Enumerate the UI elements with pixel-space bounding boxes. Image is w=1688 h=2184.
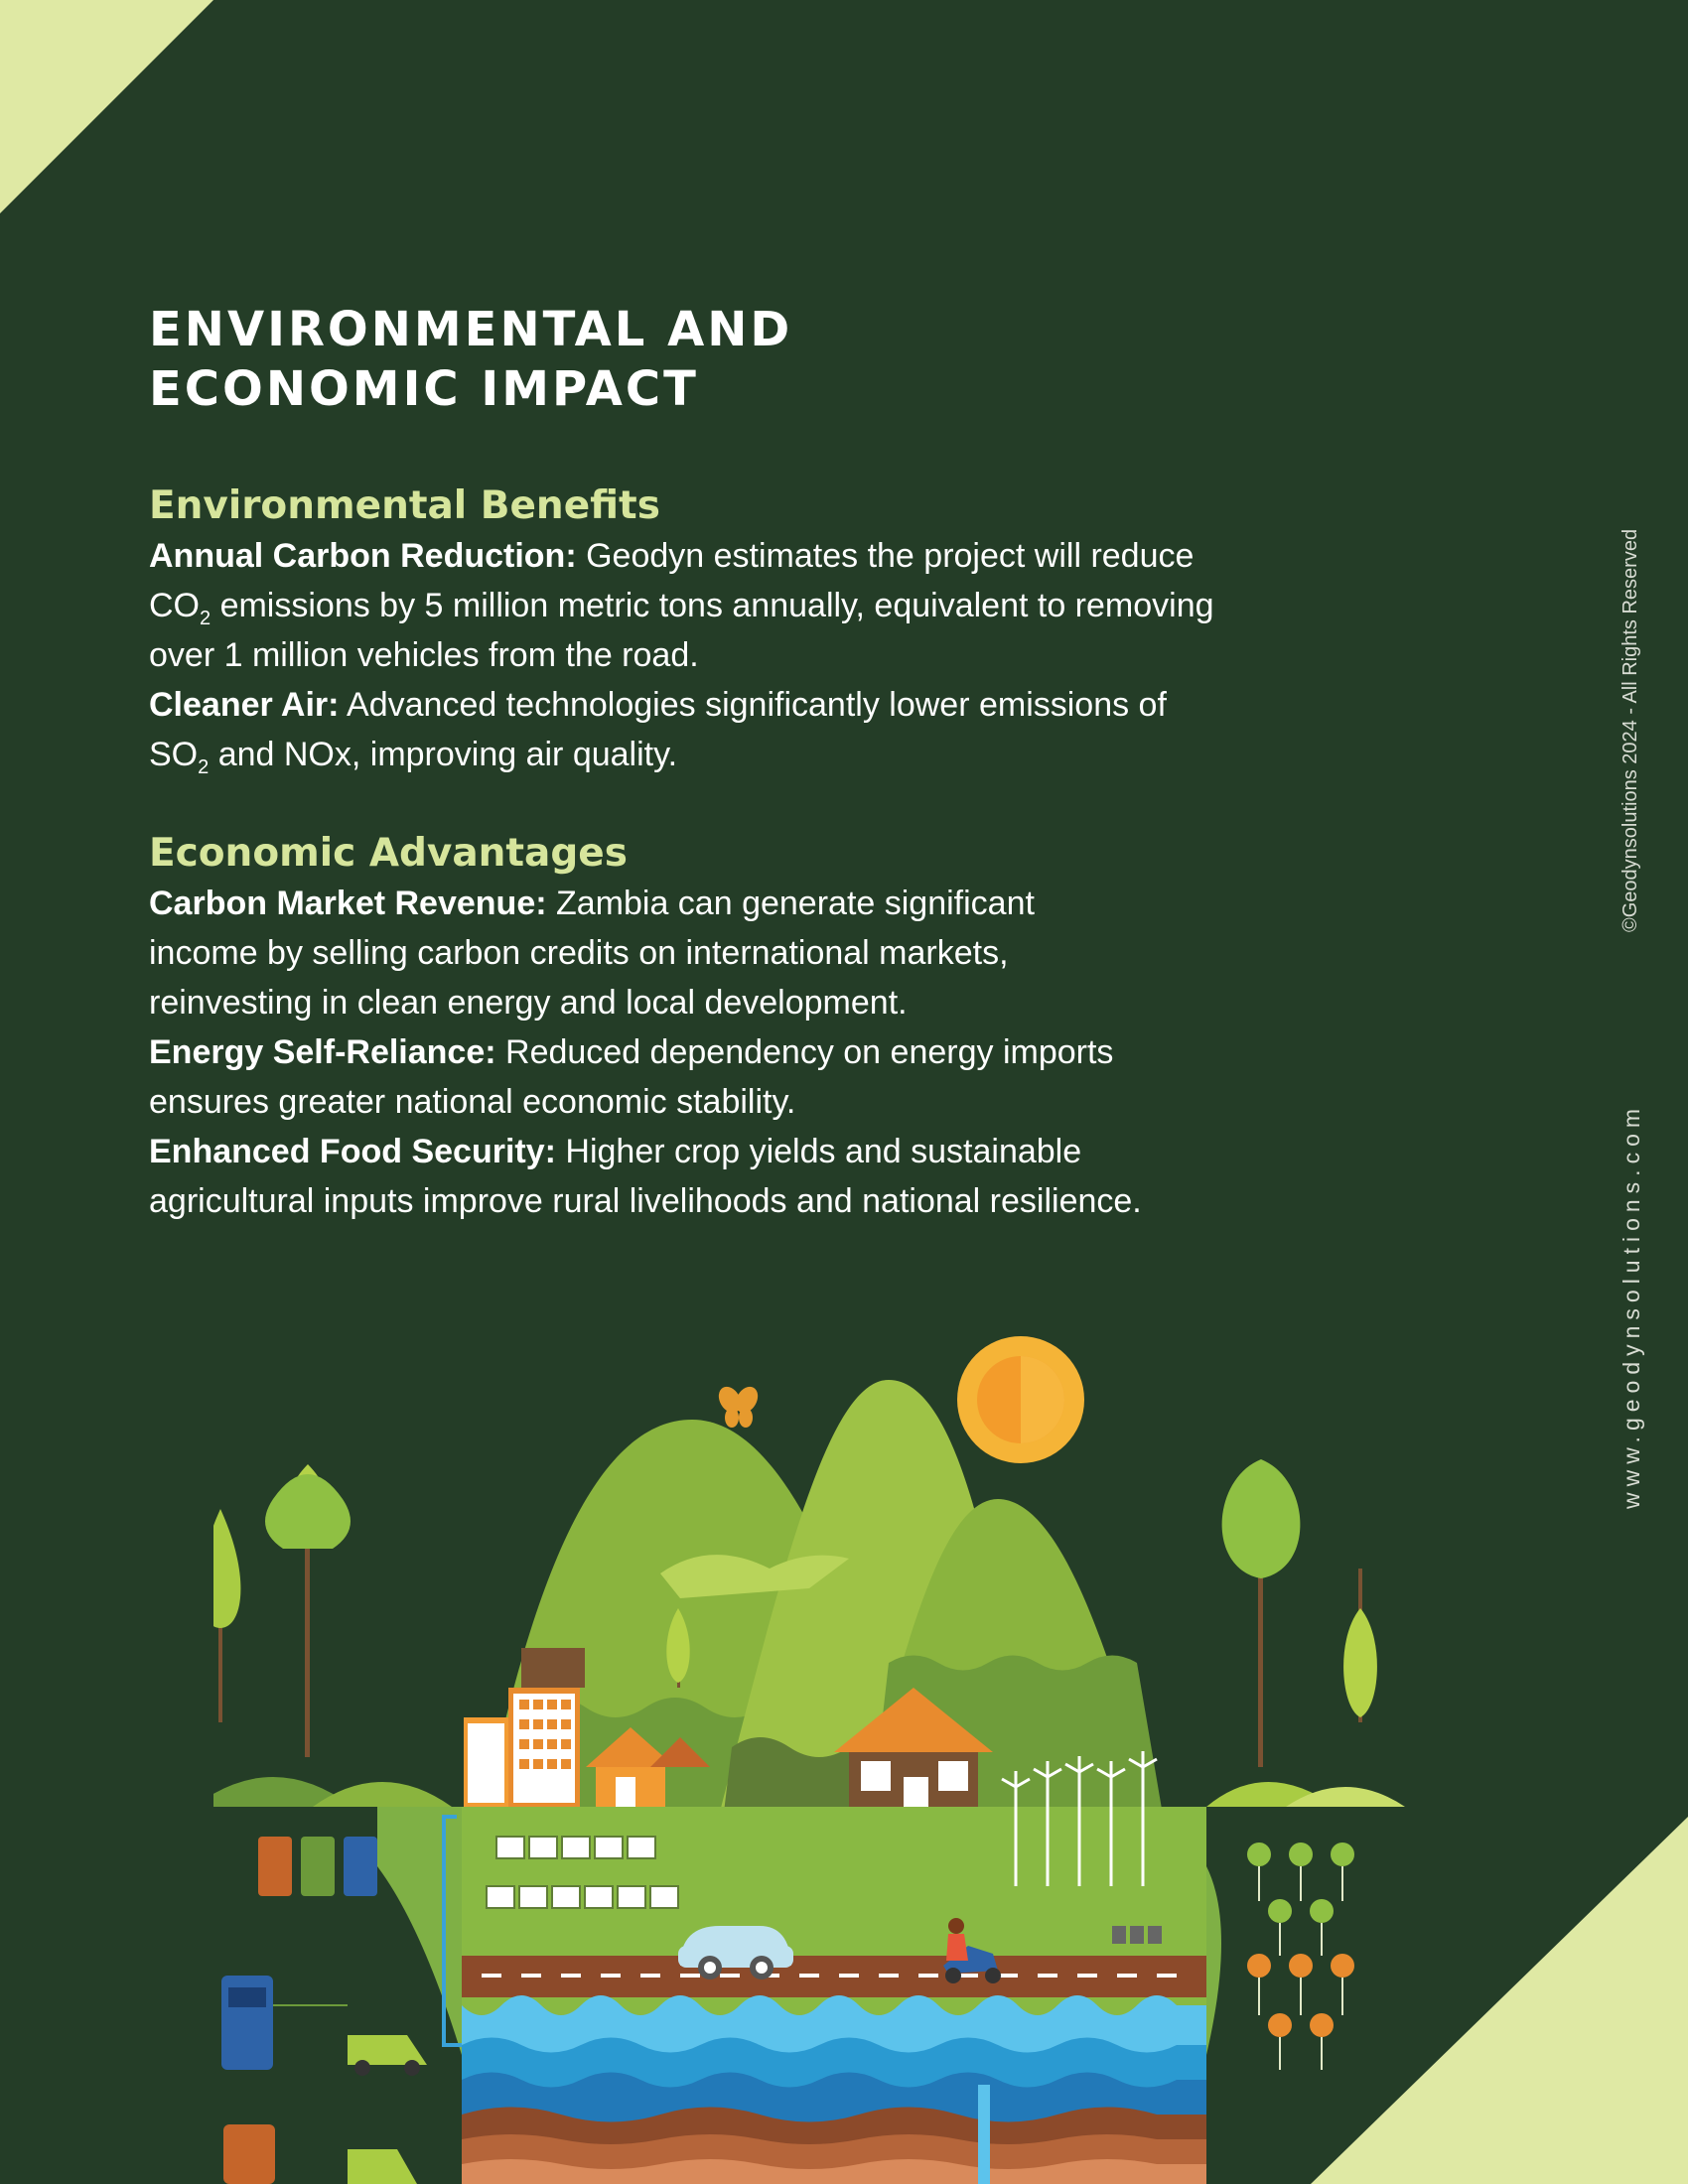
- copyright-notice: ©Geodynsolutions 2024 - All Rights Reserved: [1619, 528, 1641, 932]
- so2-subscript: 2: [198, 756, 210, 778]
- recycling-bin-icon: [1112, 1926, 1162, 1944]
- title-line-2: ECONOMIC IMPACT: [149, 361, 699, 417]
- title-line-1: ENVIRONMENTAL AND: [149, 302, 793, 357]
- page-title: [149, 300, 1043, 419]
- carbon-market-text: Zambia can generate significant income by selling carbon credits on international markets, reinvesting in clean energy and local development.: [149, 885, 1035, 1022]
- food-security-label: Enhanced Food Security:: [149, 1133, 556, 1170]
- van-icon: [273, 2005, 427, 2184]
- cleaner-air-label: Cleaner Air:: [149, 686, 340, 724]
- food-security-paragraph: [149, 1127, 1221, 1226]
- carbon-reduction-paragraph: [149, 531, 1221, 680]
- environmental-benefits-heading: Environmental Benefits: [149, 483, 660, 528]
- energy-self-reliance-paragraph: [149, 1027, 1211, 1127]
- crop-icon: [1247, 1843, 1354, 2070]
- carbon-market-paragraph: [149, 879, 1122, 1027]
- cleaner-air-paragraph: [149, 680, 1221, 779]
- carbon-reduction-text-pre: Geodyn estimates the project will reduce CO: [149, 537, 1195, 624]
- cleaner-air-text-post: and NOx, improving air quality.: [209, 736, 678, 773]
- co2-subscript: 2: [200, 608, 211, 629]
- carbon-market-label: Carbon Market Revenue:: [149, 885, 547, 922]
- butterfly-icon: [714, 1383, 762, 1428]
- sun-icon: [957, 1336, 1084, 1463]
- content-body: [149, 481, 1221, 1226]
- food-security-text: Higher crop yields and sustainable agricultural inputs improve rural livelihoods and national resilience.: [149, 1133, 1142, 1220]
- website-url: www.geodynsolutions.com: [1618, 1102, 1644, 1509]
- energy-self-reliance-text: Reduced dependency on energy imports ensures greater national economic stability.: [149, 1033, 1114, 1121]
- economic-advantages-heading: Economic Advantages: [149, 831, 628, 876]
- sustainability-illustration: [213, 1330, 1435, 2184]
- building-icon: [464, 1648, 585, 1807]
- carbon-reduction-text-post: emissions by 5 million metric tons annually, equivalent to removing over 1 million vehicles from the road.: [149, 587, 1214, 674]
- cleaner-air-text-pre: Advanced technologies significantly lower emissions of SO: [149, 686, 1167, 773]
- charging-station-icon: [221, 1837, 377, 2184]
- carbon-reduction-label: Annual Carbon Reduction:: [149, 537, 577, 575]
- energy-self-reliance-label: Energy Self-Reliance:: [149, 1033, 496, 1071]
- corner-decoration-top-left: [0, 0, 213, 213]
